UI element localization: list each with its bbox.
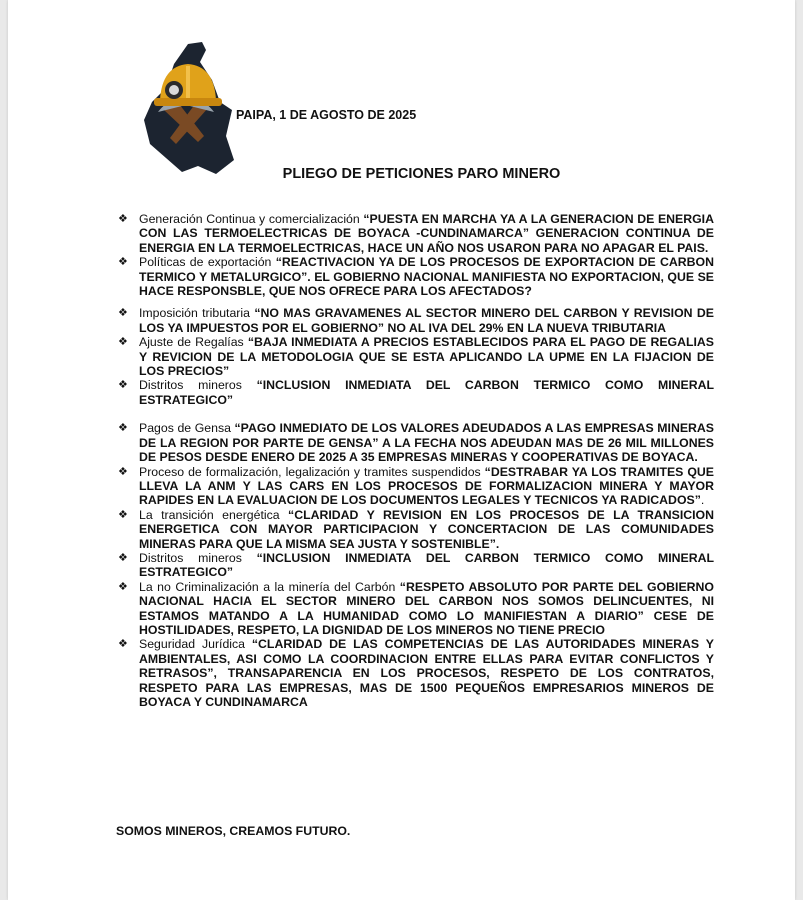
diamond-bullet-icon: ❖ [118, 580, 128, 593]
list-item [118, 508, 714, 551]
document-page [8, 0, 795, 900]
list-item [118, 551, 714, 580]
list-item [118, 335, 714, 378]
item-topic: La no Criminalización a la minería del Carbón [139, 579, 396, 594]
item-demand: “INCLUSION INMEDIATA DEL CARBON TERMICO COMO MINERAL ESTRATEGICO” [139, 378, 714, 407]
list-item [118, 637, 714, 709]
list-item [118, 306, 714, 335]
list-item [118, 255, 714, 298]
diamond-bullet-icon: ❖ [118, 465, 128, 478]
list-item [118, 421, 714, 464]
item-topic: Imposición tributaria [139, 306, 250, 321]
diamond-bullet-icon: ❖ [118, 508, 128, 521]
item-demand: “REACTIVACION YA DE LOS PROCESOS DE EXPORTACION DE CARBON TERMICO Y METALURGICO”. EL GOBIERNO NACIONAL MANIFIESTA NO EXPORTACION, QUE SE HACE RESPONSBLE, QUE NOS OFRECE PARA LOS AFECTADOS? [139, 255, 714, 299]
petition-list [118, 212, 714, 709]
list-item [118, 212, 714, 255]
item-demand: “INCLUSION INMEDIATA DEL CARBON TERMICO COMO MINERAL ESTRATEGICO” [139, 550, 714, 580]
item-demand: “DESTRABAR YA LOS TRAMITES QUE LLEVA LA ANM Y LAS CARS EN LOS PROCESOS DE FORMALIZACION MINERA Y MAYOR RAPIDES EN LA EVALUACION DE LOS DOCUMENTOS LEGALES Y TECNICOS YA RADICADOS” [139, 464, 714, 508]
item-demand: “CLARIDAD Y REVISION EN LOS PROCESOS DE LA TRANSICION ENERGETICA CON MAYOR PARTICIPACION Y CONCERTACION DE LAS COMUNIDADES MINERAS PARA QUE LA MISMA SEA JUSTA Y SOSTENIBLE”. [139, 507, 714, 551]
item-topic: Políticas de exportación [139, 255, 272, 270]
list-item [118, 378, 714, 407]
diamond-bullet-icon: ❖ [118, 213, 128, 225]
place-date: PAIPA, 1 DE AGOSTO DE 2025 [236, 108, 417, 122]
item-topic: Seguridad Jurídica [139, 637, 246, 652]
diamond-bullet-icon: ❖ [118, 307, 128, 320]
item-demand: “CLARIDAD DE LAS COMPETENCIAS DE LAS AUTORIDADES MINERAS Y AMBIENTALES, ASI COMO LA COORDINACION ENTRE ELLAS PARA EVITAR CONFLICTOS Y RETRASOS”, TRANSAPARENCIA EN LOS PROCESOS, RESPETO DE LOS CONTRATOS, RESPETO PARA LAS EMPRESAS, MAS DE 1500 PEQUEÑOS EMPRESARIOS MINEROS DE BOYACA Y CUNDINAMARCA [139, 637, 714, 709]
item-topic: La transición energética [139, 507, 280, 522]
page-title: PLIEGO DE PETICIONES PARO MINERO [282, 166, 561, 182]
item-demand: “RESPETO ABSOLUTO POR PARTE DEL GOBIERNO NACIONAL HACIA EL SECTOR MINERO DEL CARBON NOS SOMOS DELINCUENTES, NI ESTAMOS MATANDO A LA HUMANIDAD COMO LO MANIFIESTAN A DIARIO” CESE DE HOSTILIDADES, RESPETO, LA DIGNIDAD DE LOS MINEROS NO TIENE PRECIO [139, 579, 714, 637]
miner-helmet-pickaxes-icon [136, 40, 236, 178]
item-topic: Pagos de Gensa [139, 421, 231, 436]
item-demand: “BAJA INMEDIATA A PRECIOS ESTABLECIDOS PARA EL PAGO DE REGALIAS Y REVICION DE LA METODOLOGIA QUE SE ESTA APLICANDO LA UPME EN LA FIJACION DE LOS PRECIOS” [139, 335, 714, 379]
item-topic: Generación Continua y comercialización [139, 212, 360, 226]
item-demand: “PUESTA EN MARCHA YA A LA GENERACION DE ENERGIA CON LAS TERMOELECTRICAS DE BOYACA -CUNDINAMARCA” GENERACION CONTINUA DE ENERGIA EN LA TERMOELECTRICAS, HACE UN AÑO NOS USARON PARA NO APAGAR EL PAIS. [139, 212, 714, 255]
list-item [118, 465, 714, 508]
closing-slogan: SOMOS MINEROS, CREAMOS FUTURO. [116, 824, 351, 838]
diamond-bullet-icon: ❖ [118, 256, 128, 269]
item-topic: Distritos mineros [139, 378, 242, 393]
diamond-bullet-icon: ❖ [118, 336, 128, 349]
item-topic: Distritos mineros [139, 550, 242, 565]
diamond-bullet-icon: ❖ [118, 379, 128, 392]
item-tail: . [700, 493, 705, 508]
diamond-bullet-icon: ❖ [118, 551, 128, 564]
diamond-bullet-icon: ❖ [118, 638, 128, 651]
item-topic: Ajuste de Regalías [139, 335, 244, 350]
item-demand: “NO MAS GRAVAMENES AL SECTOR MINERO DEL CARBON Y REVISION DE LOS YA IMPUESTOS POR EL GOBIERNO” NO AL IVA DEL 29% EN LA NUEVA TRIBUTARIA [139, 306, 714, 335]
item-topic: Proceso de formalización, legalización y tramites suspendidos [139, 464, 481, 479]
diamond-bullet-icon: ❖ [118, 422, 128, 435]
item-demand: “PAGO INMEDIATO DE LOS VALORES ADEUDADOS A LAS EMPRESAS MINERAS DE LA REGION POR PARTE DE GENSA” A LA FECHA NOS ADEUDAN MAS DE 26 MIL MILLONES DE PESOS DESDE ENERO DE 2025 A 35 EMPRESAS MINERAS Y COOPERATIVAS DE BOYACA. [139, 421, 714, 465]
list-item [118, 580, 714, 638]
